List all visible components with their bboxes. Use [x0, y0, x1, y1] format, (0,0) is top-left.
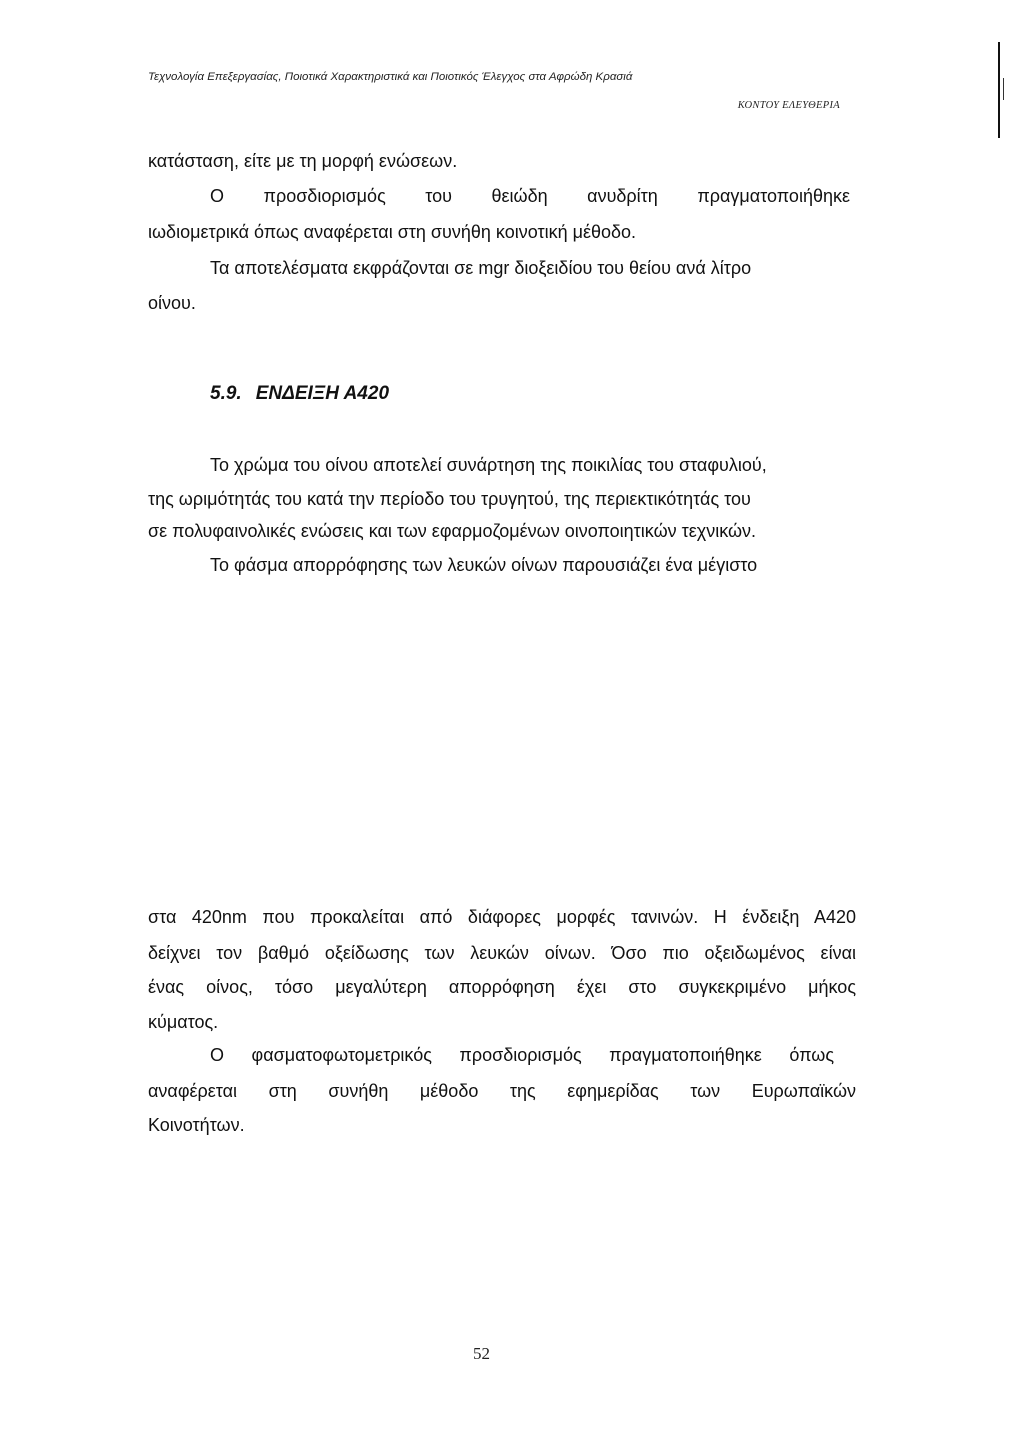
paragraph-line: κατάσταση, είτε με τη μορφή ενώσεων.	[148, 151, 458, 171]
section-heading	[210, 383, 389, 405]
paragraph-line: ένας οίνος, τόσο μεγαλύτερη απορρόφηση έχει στο συγκεκριμένο μήκος	[148, 977, 856, 997]
margin-mark-secondary	[1003, 78, 1004, 100]
paragraph-line: αναφέρεται στη συνήθη μέθοδο της εφημερίδας των Ευρωπαϊκών	[148, 1081, 856, 1101]
paragraph-line: ιωδιομετρικά όπως αναφέρεται στη συνήθη κοινοτική μέθοδο.	[148, 222, 637, 242]
paragraph-line: Το χρώμα του οίνου αποτελεί συνάρτηση της ποικιλίας του σταφυλιού,	[210, 455, 767, 475]
section-title: ΕΝΔΕΙΞΗ Α420	[255, 383, 390, 404]
running-header-title: Τεχνολογία Επεξεργασίας, Ποιοτικά Χαρακτηριστικά και Ποιοτικός Έλεγχος στα Αφρώδη Κρασιά	[148, 71, 633, 83]
paragraph-line: σε πολυφαινολικές ενώσεις και των εφαρμοζομένων οινοποιητικών τεχνικών.	[148, 521, 757, 541]
paragraph-line: στα 420nm που προκαλείται από διάφορες μορφές τανινών. Η ένδειξη Α420	[148, 907, 856, 927]
section-number: 5.9.	[210, 383, 242, 404]
paragraph-line: Ο φασματοφωτομετρικός προσδιορισμός πραγματοποιήθηκε όπως	[210, 1045, 834, 1065]
paragraph-line: δείχνει τον βαθμό οξείδωσης των λευκών οίνων. Όσο πιο οξειδωμένος είναι	[148, 943, 856, 963]
paragraph-line: Ο προσδιορισμός του θειώδη ανυδρίτη πραγματοποιήθηκε	[210, 186, 850, 206]
paragraph-line: Κοινοτήτων.	[148, 1115, 245, 1135]
page-number: 52	[473, 1344, 490, 1363]
paragraph-line: οίνου.	[148, 293, 196, 313]
paragraph-line: κύματος.	[148, 1012, 219, 1032]
margin-mark	[998, 42, 1000, 138]
paragraph-line: της ωριμότητάς του κατά την περίοδο του τρυγητού, της περιεκτικότητάς του	[148, 489, 751, 509]
running-header-author: ΚΟΝΤΟΥ ΕΛΕΥΘΕΡΙΑ	[737, 100, 840, 111]
paragraph-line: Τα αποτελέσματα εκφράζονται σε mgr διοξειδίου του θείου ανά λίτρο	[210, 258, 752, 278]
paragraph-line: Το φάσμα απορρόφησης των λευκών οίνων παρουσιάζει ένα μέγιστο	[210, 555, 758, 575]
